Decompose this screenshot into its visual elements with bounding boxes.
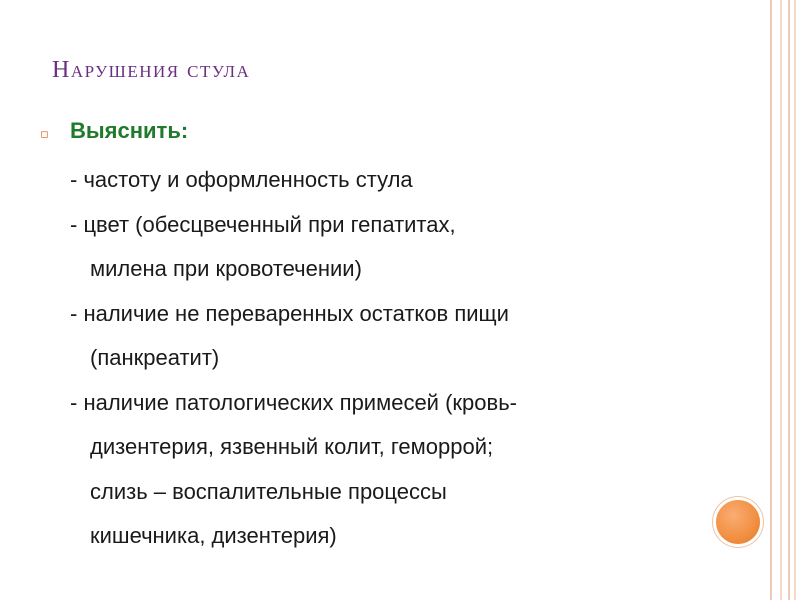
slide-title: Нарушения стула xyxy=(52,57,251,83)
detail-line: (панкреатит) xyxy=(90,345,220,370)
detail-line: дизентерия, язвенный колит, геморрой; xyxy=(90,434,494,459)
detail-line: - наличие не переваренных остатков пищи xyxy=(70,300,509,326)
right-border-line xyxy=(770,0,772,600)
decorative-circle xyxy=(716,500,760,544)
slide-content xyxy=(40,118,720,559)
bullet-row xyxy=(40,118,720,158)
detail-line: - частоту и оформленность стула xyxy=(70,167,413,192)
detail-line: кишечника, дизентерия) xyxy=(90,523,337,548)
detail-line: слизь – воспалительные процессы xyxy=(90,478,447,504)
detail-line: - цвет (обесцвеченный при гепатитах, xyxy=(70,211,456,237)
detail-line: - наличие патологических примесей (кровь- xyxy=(70,389,517,415)
right-border-line xyxy=(780,0,782,600)
detail-lines xyxy=(40,158,720,559)
bullet-heading: Выяснить: xyxy=(70,118,189,143)
right-border-line xyxy=(788,0,790,600)
detail-line: милена при кровотечении) xyxy=(90,256,362,281)
square-bullet-icon: ▫ xyxy=(40,127,49,142)
right-border-line xyxy=(794,0,796,600)
